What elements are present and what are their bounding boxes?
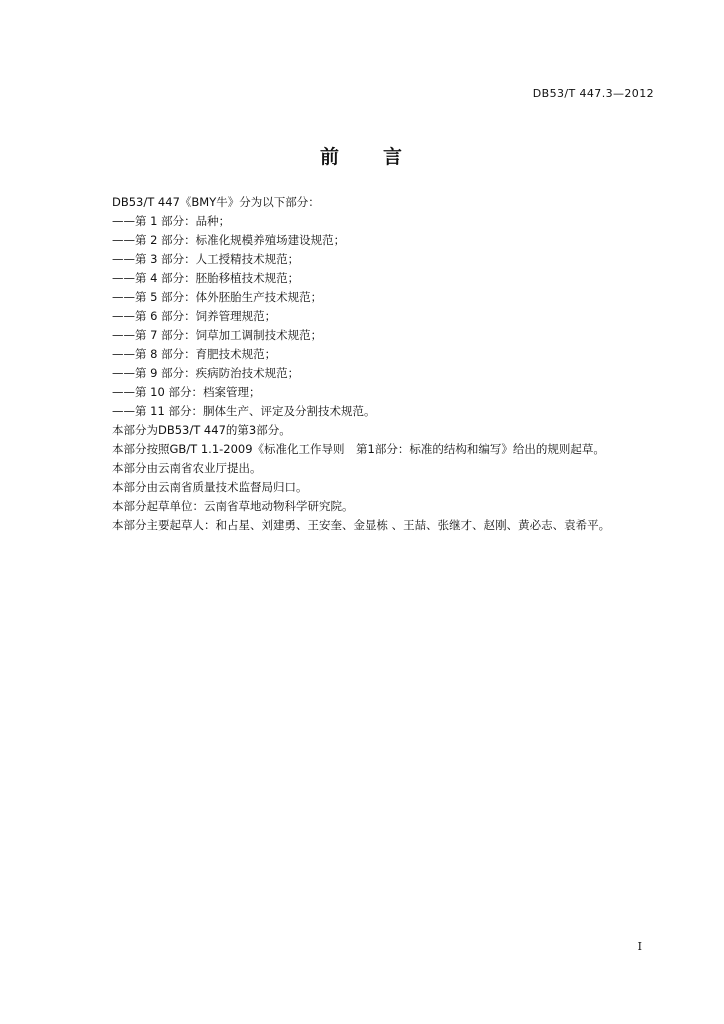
list-item: ——第 4 部分：胚胎移植技术规范； bbox=[112, 271, 300, 285]
foreword-body bbox=[112, 193, 672, 535]
list-item: ——第 10 部分：档案管理； bbox=[112, 385, 261, 399]
page-number: I bbox=[637, 940, 642, 953]
paragraph: DB53/T 447《BMY牛》分为以下部分： bbox=[112, 195, 320, 209]
standard-code: DB53/T 447.3—2012 bbox=[532, 87, 654, 100]
paragraph: 本部分由云南省质量技术监督局归口。 bbox=[112, 480, 308, 494]
list-item: ——第 1 部分：品种； bbox=[112, 214, 231, 228]
list-item: ——第 2 部分：标准化规模养殖场建设规范； bbox=[112, 233, 346, 247]
paragraph: 本部分起草单位：云南省草地动物科学研究院。 bbox=[112, 499, 354, 513]
list-item: ——第 3 部分：人工授精技术规范； bbox=[112, 252, 300, 266]
list-item: ——第 7 部分：饲草加工调制技术规范； bbox=[112, 328, 323, 342]
list-item: ——第 11 部分：胴体生产、评定及分割技术规范。 bbox=[112, 404, 376, 418]
list-item: ——第 6 部分：饲养管理规范； bbox=[112, 309, 277, 323]
title-char-1: 前 bbox=[319, 146, 341, 168]
list-item: ——第 5 部分：体外胚胎生产技术规范； bbox=[112, 290, 323, 304]
list-item: ——第 8 部分：育肥技术规范； bbox=[112, 347, 277, 361]
list-item: ——第 9 部分：疾病防治技术规范； bbox=[112, 366, 300, 380]
paragraph: 本部分为DB53/T 447的第3部分。 bbox=[112, 423, 291, 437]
paragraph: 本部分由云南省农业厅提出。 bbox=[112, 461, 262, 475]
page-title bbox=[0, 142, 724, 169]
title-char-2: 言 bbox=[383, 146, 405, 168]
paragraph: 本部分按照GB/T 1.1-2009《标准化工作导则 第1部分：标准的结构和编写》给出的规则起草。 bbox=[112, 442, 605, 456]
paragraph: 本部分主要起草人：和占星、刘建勇、王安奎、金显栋 、王喆、张继才、赵刚、黄必志、袁希平。 bbox=[112, 518, 611, 532]
